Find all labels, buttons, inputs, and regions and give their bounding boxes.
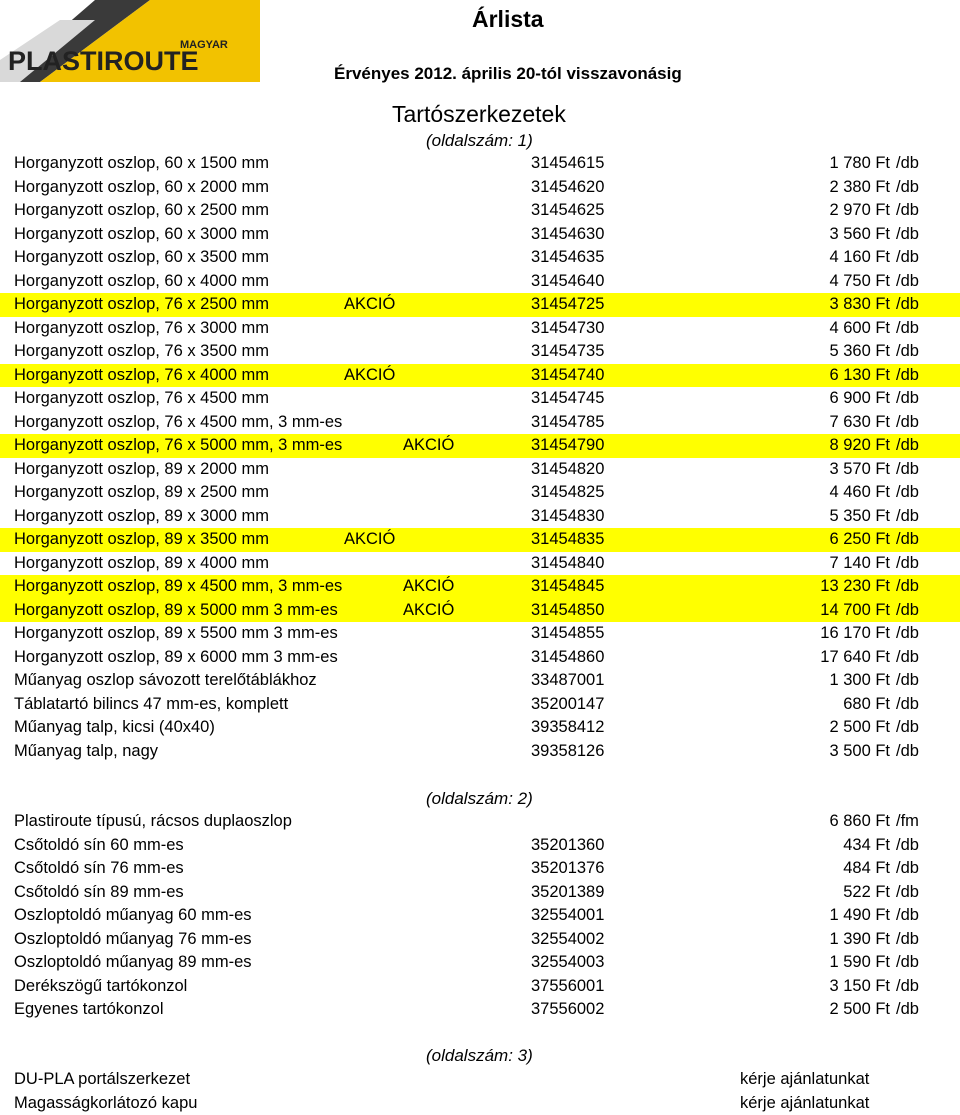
product-name: Műanyag oszlop sávozott terelőtáblákhoz bbox=[14, 671, 317, 689]
table-row bbox=[0, 364, 960, 388]
price-unit: /db bbox=[896, 389, 919, 407]
table-row bbox=[0, 434, 960, 458]
product-code: 31454730 bbox=[531, 318, 605, 337]
product-price: 4 750 Ft bbox=[829, 271, 890, 290]
product-code: 37556002 bbox=[531, 1000, 605, 1018]
product-code: 31454790 bbox=[531, 436, 605, 454]
table-row bbox=[0, 740, 960, 764]
product-name: Horganyzott oszlop, 76 x 5000 mm, 3 mm-es bbox=[14, 436, 343, 454]
product-name: Horganyzott oszlop, 60 x 2000 mm bbox=[14, 177, 269, 196]
product-code: 31454860 bbox=[531, 647, 605, 666]
price-list-section-1 bbox=[0, 152, 960, 763]
price-unit: /db bbox=[896, 671, 919, 689]
product-name: Horganyzott oszlop, 60 x 1500 mm bbox=[14, 154, 269, 172]
price-unit: /db bbox=[896, 859, 919, 877]
price-unit: /fm bbox=[896, 812, 919, 830]
promo-badge: AKCIÓ bbox=[403, 577, 455, 595]
table-row bbox=[0, 270, 960, 294]
table-row bbox=[0, 951, 960, 975]
product-code: 31454785 bbox=[531, 412, 605, 431]
product-price: 2 380 Ft bbox=[829, 177, 890, 196]
price-unit: /db bbox=[896, 624, 919, 642]
product-price: 1 590 Ft bbox=[829, 953, 890, 971]
product-price: 17 640 Ft bbox=[820, 647, 890, 666]
product-name: Horganyzott oszlop, 89 x 5500 mm 3 mm-es bbox=[14, 624, 338, 642]
price-unit: /db bbox=[896, 177, 919, 196]
product-price: 14 700 Ft bbox=[820, 600, 890, 619]
product-name: Horganyzott oszlop, 89 x 5000 mm 3 mm-es bbox=[14, 600, 338, 619]
product-code: 31454620 bbox=[531, 177, 605, 196]
table-row bbox=[0, 176, 960, 200]
table-row bbox=[0, 458, 960, 482]
product-name: Oszloptoldó műanyag 76 mm-es bbox=[14, 929, 252, 948]
product-code: 33487001 bbox=[531, 671, 605, 689]
table-row bbox=[0, 387, 960, 411]
table-row bbox=[0, 975, 960, 999]
product-price: 3 500 Ft bbox=[829, 741, 890, 760]
page-ref-2: (oldalszám: 2) bbox=[426, 789, 533, 808]
table-row bbox=[0, 881, 960, 905]
product-name: Horganyzott oszlop, 60 x 3000 mm bbox=[14, 224, 269, 243]
table-row bbox=[0, 293, 960, 317]
price-unit: /db bbox=[896, 201, 919, 219]
product-code: 31454725 bbox=[531, 295, 605, 313]
table-row bbox=[0, 411, 960, 435]
table-row bbox=[0, 998, 960, 1022]
price-unit: /db bbox=[896, 647, 919, 666]
table-row bbox=[0, 528, 960, 552]
table-row bbox=[0, 1068, 960, 1092]
product-name: Horganyzott oszlop, 89 x 4000 mm bbox=[14, 553, 269, 572]
section-title: Tartószerkezetek bbox=[392, 101, 566, 127]
validity-text: Érvényes 2012. április 20-tól visszavonásig bbox=[334, 64, 682, 83]
product-code: 31454820 bbox=[531, 459, 605, 478]
product-name: Csőtoldó sín 89 mm-es bbox=[14, 882, 184, 901]
price-unit: /db bbox=[896, 835, 919, 854]
price-unit: /db bbox=[896, 694, 919, 713]
product-code: 32554001 bbox=[531, 906, 605, 924]
logo-brand-text: PLASTIROUTE bbox=[8, 46, 199, 76]
price-unit: /db bbox=[896, 976, 919, 995]
table-row bbox=[0, 552, 960, 576]
product-code: 39358126 bbox=[531, 741, 605, 760]
table-row bbox=[0, 834, 960, 858]
price-unit: /db bbox=[896, 882, 919, 901]
quote-note: kérje ajánlatunkat bbox=[740, 1070, 870, 1088]
product-name: Horganyzott oszlop, 60 x 2500 mm bbox=[14, 201, 269, 219]
product-code: 31454740 bbox=[531, 365, 605, 384]
product-name: DU-PLA portálszerkezet bbox=[14, 1070, 191, 1088]
promo-badge: AKCIÓ bbox=[403, 600, 455, 619]
product-price: 6 130 Ft bbox=[829, 365, 890, 384]
product-price: 5 350 Ft bbox=[829, 506, 890, 525]
table-row bbox=[0, 340, 960, 364]
table-row bbox=[0, 622, 960, 646]
product-price: 16 170 Ft bbox=[820, 624, 890, 642]
product-name: Horganyzott oszlop, 76 x 2500 mm bbox=[14, 295, 269, 313]
product-name: Horganyzott oszlop, 89 x 3500 mm bbox=[14, 530, 269, 548]
price-unit: /db bbox=[896, 271, 919, 290]
product-name: Egyenes tartókonzol bbox=[14, 1000, 164, 1018]
product-name: Horganyzott oszlop, 76 x 3500 mm bbox=[14, 342, 269, 360]
product-code: 31454615 bbox=[531, 154, 605, 172]
table-row bbox=[0, 646, 960, 670]
product-code: 31454845 bbox=[531, 577, 605, 595]
product-price: 5 360 Ft bbox=[829, 342, 890, 360]
quote-note: kérje ajánlatunkat bbox=[740, 1093, 870, 1112]
product-price: 1 300 Ft bbox=[829, 671, 890, 689]
product-code: 31454630 bbox=[531, 224, 605, 243]
product-price: 2 970 Ft bbox=[829, 201, 890, 219]
page-ref-1: (oldalszám: 1) bbox=[426, 131, 533, 150]
product-name: Csőtoldó sín 60 mm-es bbox=[14, 835, 184, 854]
price-unit: /db bbox=[896, 600, 919, 619]
product-code: 31454745 bbox=[531, 389, 605, 407]
table-row bbox=[0, 152, 960, 176]
table-row bbox=[0, 810, 960, 834]
price-unit: /db bbox=[896, 295, 919, 313]
product-code: 37556001 bbox=[531, 976, 605, 995]
product-price: 6 250 Ft bbox=[829, 530, 890, 548]
product-price: 13 230 Ft bbox=[820, 577, 890, 595]
product-price: 7 630 Ft bbox=[829, 412, 890, 431]
product-name: Csőtoldó sín 76 mm-es bbox=[14, 859, 184, 877]
product-price: 434 Ft bbox=[843, 835, 890, 854]
table-row bbox=[0, 904, 960, 928]
product-name: Horganyzott oszlop, 76 x 4000 mm bbox=[14, 365, 269, 384]
product-name: Horganyzott oszlop, 89 x 3000 mm bbox=[14, 506, 269, 525]
product-price: 3 570 Ft bbox=[829, 459, 890, 478]
product-price: 4 600 Ft bbox=[829, 318, 890, 337]
price-unit: /db bbox=[896, 953, 919, 971]
product-code: 31454640 bbox=[531, 271, 605, 290]
product-code: 31454635 bbox=[531, 248, 605, 266]
price-unit: /db bbox=[896, 154, 919, 172]
price-unit: /db bbox=[896, 906, 919, 924]
product-price: 484 Ft bbox=[843, 859, 890, 877]
price-unit: /db bbox=[896, 459, 919, 478]
product-name: Horganyzott oszlop, 89 x 2000 mm bbox=[14, 459, 269, 478]
price-unit: /db bbox=[896, 412, 919, 431]
logo-top-text: MAGYAR bbox=[180, 39, 228, 51]
product-code: 35201360 bbox=[531, 835, 605, 854]
price-unit: /db bbox=[896, 577, 919, 595]
product-price: 4 460 Ft bbox=[829, 483, 890, 501]
price-unit: /db bbox=[896, 1000, 919, 1018]
price-unit: /db bbox=[896, 365, 919, 384]
price-unit: /db bbox=[896, 929, 919, 948]
product-code: 32554002 bbox=[531, 929, 605, 948]
product-code: 31454735 bbox=[531, 342, 605, 360]
product-code: 31454625 bbox=[531, 201, 605, 219]
product-code: 35201389 bbox=[531, 882, 605, 901]
product-price: 6 900 Ft bbox=[829, 389, 890, 407]
price-list-section-2 bbox=[0, 810, 960, 1022]
product-code: 31454825 bbox=[531, 483, 605, 501]
product-price: 3 560 Ft bbox=[829, 224, 890, 243]
table-row bbox=[0, 716, 960, 740]
product-code: 31454830 bbox=[531, 506, 605, 525]
table-row bbox=[0, 223, 960, 247]
table-row bbox=[0, 693, 960, 717]
product-code: 32554003 bbox=[531, 953, 605, 971]
product-price: 8 920 Ft bbox=[829, 436, 890, 454]
table-row bbox=[0, 575, 960, 599]
price-unit: /db bbox=[896, 224, 919, 243]
plastiroute-logo bbox=[0, 0, 260, 82]
promo-badge: AKCIÓ bbox=[344, 530, 396, 548]
table-row bbox=[0, 505, 960, 529]
product-name: Horganyzott oszlop, 60 x 3500 mm bbox=[14, 248, 269, 266]
product-name: Horganyzott oszlop, 89 x 2500 mm bbox=[14, 483, 269, 501]
price-unit: /db bbox=[896, 318, 919, 337]
product-name: Horganyzott oszlop, 60 x 4000 mm bbox=[14, 271, 269, 290]
product-name: Derékszögű tartókonzol bbox=[14, 976, 188, 995]
price-unit: /db bbox=[896, 248, 919, 266]
promo-badge: AKCIÓ bbox=[344, 295, 396, 313]
product-price: 6 860 Ft bbox=[829, 812, 890, 830]
product-price: 2 500 Ft bbox=[829, 1000, 890, 1018]
product-code: 39358412 bbox=[531, 718, 605, 736]
price-unit: /db bbox=[896, 718, 919, 736]
product-price: 4 160 Ft bbox=[829, 248, 890, 266]
product-name: Horganyzott oszlop, 89 x 6000 mm 3 mm-es bbox=[14, 647, 338, 666]
table-row bbox=[0, 481, 960, 505]
table-row bbox=[0, 669, 960, 693]
price-unit: /db bbox=[896, 741, 919, 760]
table-row bbox=[0, 246, 960, 270]
product-name: Oszloptoldó műanyag 60 mm-es bbox=[14, 906, 252, 924]
document-title: Árlista bbox=[472, 6, 544, 32]
price-unit: /db bbox=[896, 553, 919, 572]
price-unit: /db bbox=[896, 342, 919, 360]
promo-badge: AKCIÓ bbox=[344, 365, 396, 384]
product-price: 2 500 Ft bbox=[829, 718, 890, 736]
product-name: Táblatartó bilincs 47 mm-es, komplett bbox=[14, 694, 289, 713]
product-price: 680 Ft bbox=[843, 694, 890, 713]
price-unit: /db bbox=[896, 436, 919, 454]
price-unit: /db bbox=[896, 483, 919, 501]
product-price: 3 830 Ft bbox=[829, 295, 890, 313]
product-price: 3 150 Ft bbox=[829, 976, 890, 995]
promo-badge: AKCIÓ bbox=[403, 436, 455, 454]
product-name: Horganyzott oszlop, 76 x 4500 mm, 3 mm-es bbox=[14, 412, 343, 431]
product-price: 7 140 Ft bbox=[829, 553, 890, 572]
page-ref-3: (oldalszám: 3) bbox=[426, 1046, 533, 1065]
product-name: Horganyzott oszlop, 76 x 4500 mm bbox=[14, 389, 269, 407]
product-name: Műanyag talp, nagy bbox=[14, 741, 159, 760]
price-unit: /db bbox=[896, 530, 919, 548]
product-code: 31454850 bbox=[531, 600, 605, 619]
product-name: Oszloptoldó műanyag 89 mm-es bbox=[14, 953, 252, 971]
table-row bbox=[0, 317, 960, 341]
product-code: 31454855 bbox=[531, 624, 605, 642]
product-code: 35201376 bbox=[531, 859, 605, 877]
table-row bbox=[0, 1092, 960, 1115]
table-row bbox=[0, 199, 960, 223]
table-row bbox=[0, 599, 960, 623]
product-name: Horganyzott oszlop, 89 x 4500 mm, 3 mm-es bbox=[14, 577, 343, 595]
product-price: 1 780 Ft bbox=[829, 154, 890, 172]
table-row bbox=[0, 928, 960, 952]
product-name: Magasságkorlátozó kapu bbox=[14, 1093, 198, 1112]
price-unit: /db bbox=[896, 506, 919, 525]
product-price: 522 Ft bbox=[843, 882, 890, 901]
product-code: 31454840 bbox=[531, 553, 605, 572]
product-price: 1 390 Ft bbox=[829, 929, 890, 948]
product-code: 31454835 bbox=[531, 530, 605, 548]
product-name: Horganyzott oszlop, 76 x 3000 mm bbox=[14, 318, 269, 337]
product-name: Plastiroute típusú, rácsos duplaoszlop bbox=[14, 812, 292, 830]
product-code: 35200147 bbox=[531, 694, 605, 713]
table-row bbox=[0, 857, 960, 881]
price-list-section-3 bbox=[0, 1068, 960, 1115]
product-price: 1 490 Ft bbox=[829, 906, 890, 924]
product-name: Műanyag talp, kicsi (40x40) bbox=[14, 718, 215, 736]
